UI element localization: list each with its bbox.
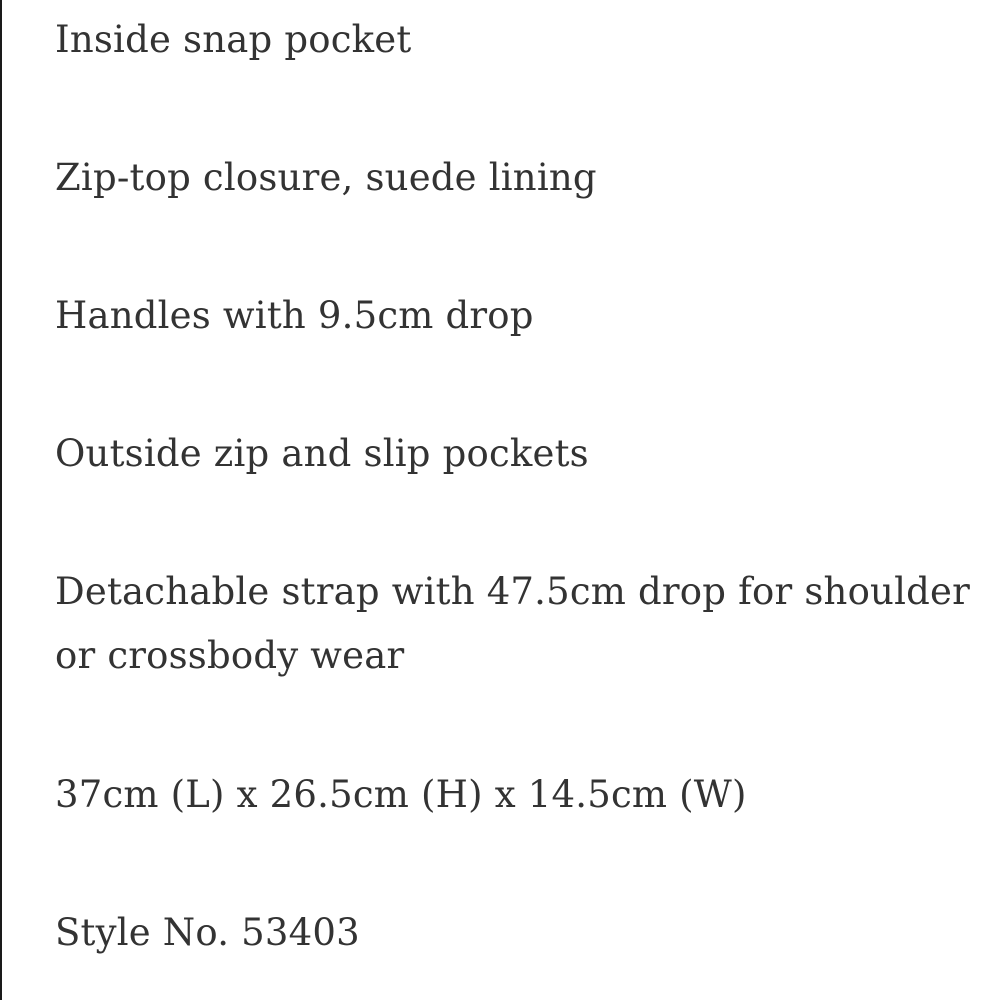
detail-dimensions: 37cm (L) x 26.5cm (H) x 14.5cm (W): [55, 773, 747, 816]
detail-style-number: Style No. 53403: [55, 911, 360, 954]
detail-handles-drop: Handles with 9.5cm drop: [55, 294, 534, 337]
detail-inside-pocket: Inside snap pocket: [55, 18, 412, 61]
detail-outside-pockets: Outside zip and slip pockets: [55, 432, 589, 475]
detail-closure-lining: Zip-top closure, suede lining: [55, 156, 597, 199]
left-border-line: [0, 0, 2, 1000]
detail-detachable-strap: Detachable strap with 47.5cm drop for shoulder or crossbody wear: [55, 570, 970, 677]
